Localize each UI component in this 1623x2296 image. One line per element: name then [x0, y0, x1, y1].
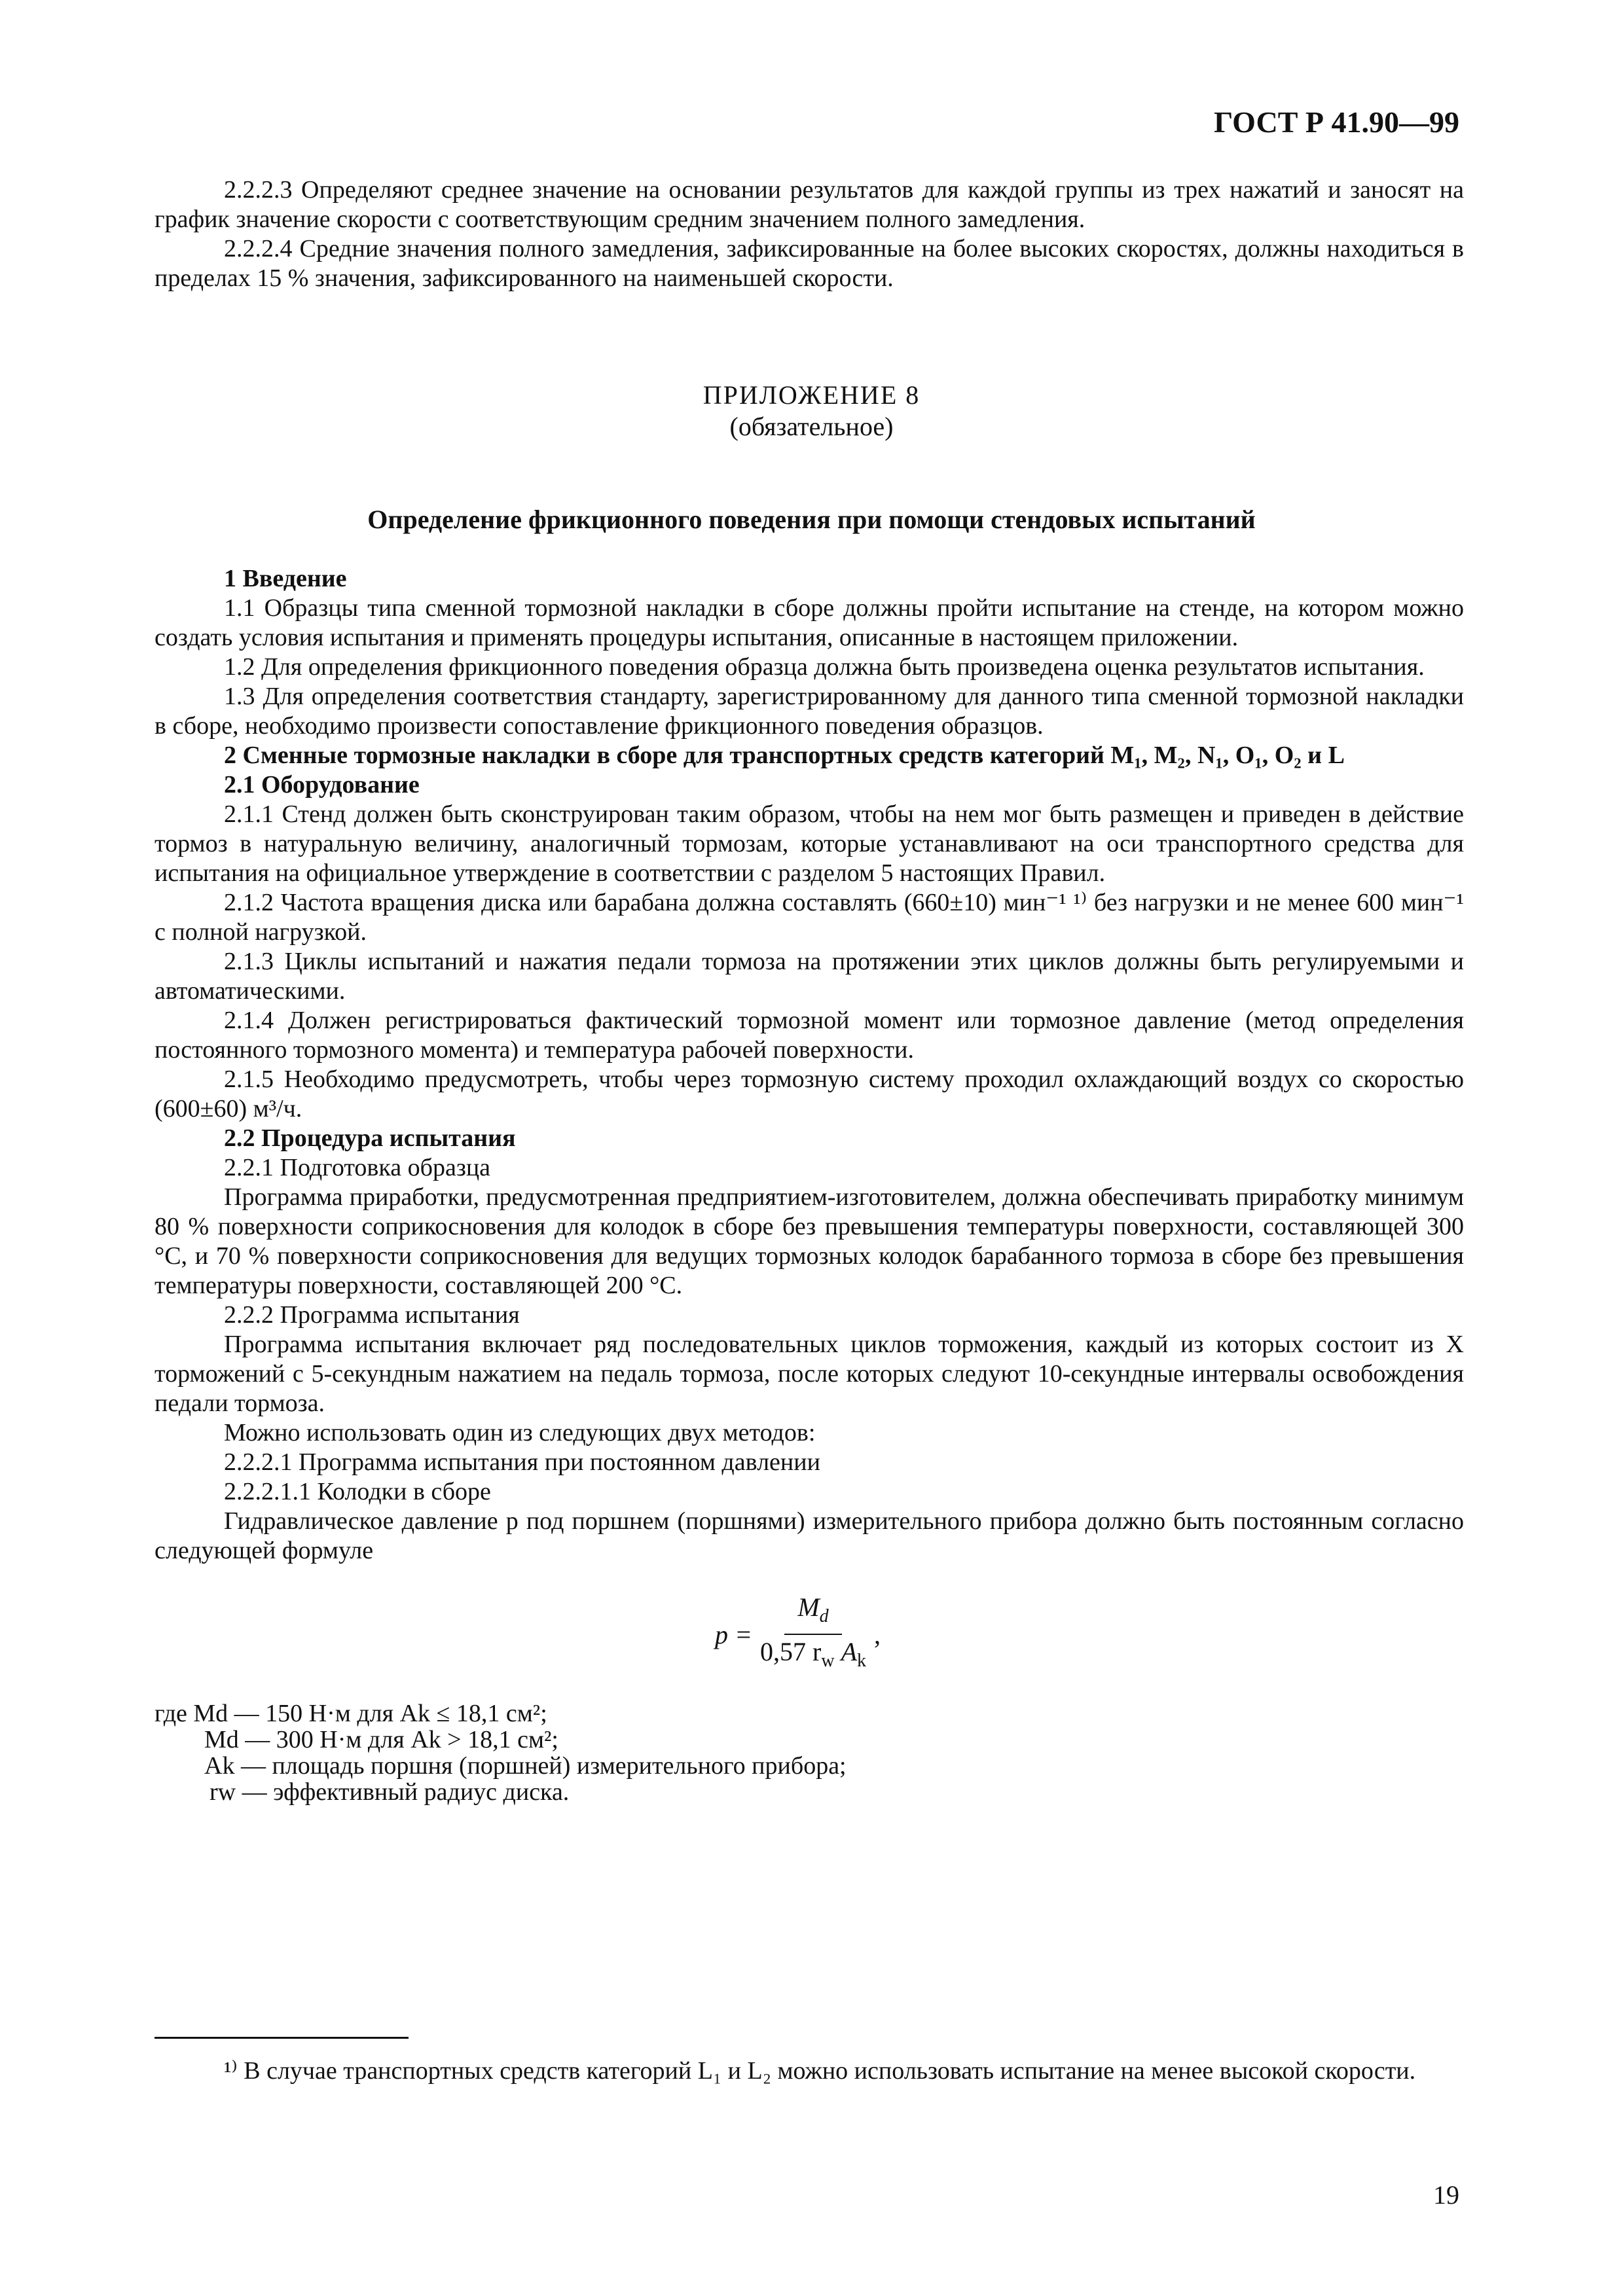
paragraph-2-1-1: 2.1.1 Стенд должен быть сконструирован таким образом, чтобы на нем мог быть размещен и приведен в действие тормоз в натуральную величину, аналогичный тормозам, которые устанавливают на оси транспортного средства для испытания на официальное утверждение в соответствии с разделом 5 настоящих Правил. [155, 800, 1464, 887]
paragraph-2-1-2: 2.1.2 Частота вращения диска или барабана должна составлять (660±10) мин⁻¹ ¹⁾ без нагрузки и не менее 600 мин⁻¹ с полной нагрузкой. [155, 889, 1464, 946]
appendix-heading [0, 380, 1623, 442]
footnote-text: ¹⁾ В случае транспортных средств категорий L₁ и L₂ можно использовать испытание на менее высокой скорости. [224, 2057, 1416, 2085]
paragraph-2-2-2-1-1: 2.2.2.1.1 Колодки в сборе [224, 1478, 491, 1505]
appendix-body [155, 564, 1464, 1566]
appendix-title: ПРИЛОЖЕНИЕ 8 [702, 380, 921, 410]
definition-rw: rw — эффективный радиус диска. [210, 1778, 570, 1806]
paragraph-2-2-2: 2.2.2 Программа испытания [224, 1301, 520, 1329]
formula-denominator-sub1: w [821, 1651, 835, 1671]
paragraph-methods: Можно использовать один из следующих двух методов: [224, 1419, 816, 1446]
paragraph-2-2-2-3: 2.2.2.3 Определяют среднее значение на основании результатов для каждой группы из трех нажатий и заносят на график значение скорости с соответствующим средним значением полного замедления. [155, 176, 1464, 233]
formula-denominator-sub2: k [857, 1651, 866, 1671]
section-2-2-heading: 2.2 Процедура испытания [224, 1124, 516, 1152]
formula-numerator-symbol: M [797, 1592, 820, 1622]
paragraph-2-1-3: 2.1.3 Циклы испытаний и нажатия педали тормоза на протяжении этих циклов должны быть регулируемыми и автоматическими. [155, 948, 1464, 1005]
formula-tail: , [874, 1619, 881, 1649]
footnote [155, 2055, 1464, 2087]
paragraph-2-2-2-1: 2.2.2.1 Программа испытания при постоянном давлении [224, 1448, 820, 1476]
paragraph-1-2: 1.2 Для определения фрикционного поведения образца должна быть произведена оценка результатов испытания. [224, 653, 1425, 681]
formula-denominator-a: A [841, 1637, 857, 1666]
formula-definitions [155, 1700, 847, 1805]
formula-numerator-sub: d [819, 1606, 829, 1626]
paragraph-2-1-5: 2.1.5 Необходимо предусмотреть, чтобы через тормозную систему проходил охлаждающий воздух со скоростью (600±60) м³/ч. [155, 1066, 1464, 1122]
section-2-heading-text: 2 Сменные тормозные накладки в сборе для транспортных средств категорий [224, 742, 1104, 769]
definition-ak: Ak — площадь поршня (поршней) измерительного прибора; [204, 1752, 847, 1780]
paragraph-2-2-1: 2.2.1 Подготовка образца [224, 1154, 491, 1181]
formula-fraction [760, 1590, 866, 1678]
footnote-divider [155, 2037, 409, 2039]
standard-code: ГОСТ Р 41.90—99 [1214, 105, 1459, 139]
paragraph-2-2-2-text: Программа испытания включает ряд последовательных циклов торможения, каждый из которых состоит из X торможений с 5-секундным нажатием на педаль тормоза, после которых следуют 10-секундные интервалы освобождения педали тормоза. [155, 1331, 1464, 1417]
paragraph-1-3: 1.3 Для определения соответствия стандарту, зарегистрированному для данного типа сменной тормозной накладки в сборе, необходимо произвести сопоставление фрикционного поведения образцов. [155, 683, 1464, 740]
formula-lhs: p = [715, 1619, 752, 1649]
paragraph-pressure: Гидравлическое давление p под поршнем (поршнями) измерительного прибора должно быть постоянным согласно следующей формуле [155, 1507, 1464, 1564]
appendix-main-heading: Определение фрикционного поведения при помощи стендовых испытаний [367, 505, 1256, 534]
definition-md-150: где Md — 150 Н·м для Ak ≤ 18,1 см²; [155, 1700, 547, 1727]
section-2-1-heading: 2.1 Оборудование [224, 771, 420, 798]
formula-denominator [760, 1635, 866, 1678]
paragraph-2-2-2-4: 2.2.2.4 Средние значения полного замедления, зафиксированные на более высоких скоростях, должны находиться в пределах 15 % значения, зафиксированного на наименьшей скорости. [155, 235, 1464, 292]
section-2-categories: M₁, M₂, N₁, O₁, O₂ и L [1110, 742, 1345, 769]
section-1-heading: 1 Введение [224, 565, 347, 592]
paragraph-2-2-1-text: Программа приработки, предусмотренная предприятием-изготовителем, должна обеспечивать приработку минимум 80 % поверхности соприкосновения для колодок в сборе без превышения температуры поверхности, составляющей 300 °С, и 70 % поверхности соприкосновения для ведущих тормозных колодок барабанного тормоза в сборе без превышения температуры поверхности, составляющей 200 °С. [155, 1183, 1464, 1299]
page-number: 19 [1433, 2180, 1459, 2210]
formula-denominator-text: 0,57 r [760, 1637, 822, 1666]
paragraph-2-1-4: 2.1.4 Должен регистрироваться фактический тормозной момент или тормозное давление (метод определения постоянного тормозного момента) и температура рабочей поверхности. [155, 1007, 1464, 1064]
definition-md-300: Md — 300 Н·м для Ak > 18,1 см²; [204, 1726, 558, 1753]
section-2-heading [155, 741, 1464, 770]
intro-block [155, 175, 1464, 293]
formula-numerator [784, 1590, 841, 1635]
appendix-subtitle: (обязательное) [729, 412, 894, 441]
pressure-formula [715, 1590, 881, 1678]
paragraph-1-1: 1.1 Образцы типа сменной тормозной накладки в сборе должны пройти испытание на стенде, на котором можно создать условия испытания и применять процедуры испытания, описанные в настоящем приложении. [155, 594, 1464, 651]
